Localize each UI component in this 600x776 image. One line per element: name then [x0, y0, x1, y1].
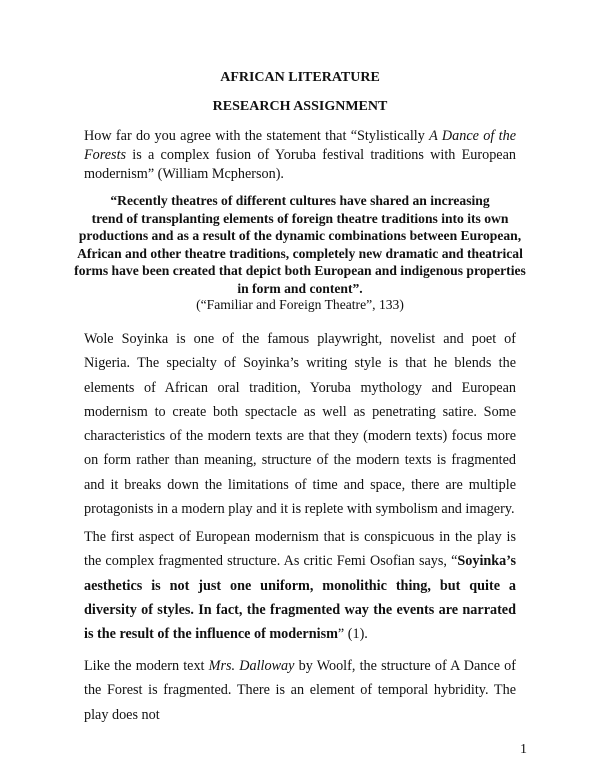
- play-title: A Dance of the Forests: [84, 128, 516, 163]
- course-title: AFRICAN LITERATURE: [220, 70, 380, 85]
- assignment-question: [84, 127, 516, 184]
- paragraph-text: by Woolf, the structure of A Dance of the Forest is fragmented. There is an element of temporal hybridity. The play does not: [84, 658, 516, 723]
- block-quote: [74, 192, 526, 298]
- quote-citation: (“Familiar and Foreign Theatre”, 133): [196, 297, 404, 312]
- question-text-start: How far do you agree with the statement that “Stylistically: [84, 128, 430, 144]
- assignment-title: RESEARCH ASSIGNMENT: [212, 99, 388, 114]
- quote-line: forms have been created that depict both European and indigenous properties: [74, 263, 526, 279]
- question-text-end: is a complex fusion of Yoruba festival traditions with European modernism” (William Mcpherson).: [84, 147, 516, 182]
- quote-line: trend of transplanting elements of foreign theatre traditions into its own: [91, 210, 509, 226]
- body-paragraph-1: Wole Soyinka is one of the famous playwright, novelist and poet of Nigeria. The specialty of Soyinka’s writing style is that he blends the elements of African oral tradition, Yoruba mythology and European modernism to create both spectacle as well as penetrating satire. Some characteristics of the modern texts are that they (modern texts) focus more on form rather than meaning, structure of the modern texts is fragmented and it breaks down the limitations of time and space, there are multiple protagonists in a modern play and it is replete with symbolism and imagery.: [84, 331, 516, 518]
- paragraph-text: The first aspect of European modernism that is conspicuous in the play is the complex fragmented structure. As critic Femi Osofian says, “: [84, 529, 516, 570]
- page-number: 1: [520, 742, 527, 757]
- paragraph-text: Like the modern text: [84, 658, 209, 674]
- quote-line: “Recently theatres of different cultures have shared an increasing: [110, 193, 490, 208]
- quote-line: in form and content”.: [237, 280, 363, 296]
- osofian-quote: Soyinka’s aesthetics is not just one uniform, monolithic thing, but quite a diversity of styles. In fact, the fragmented way the events are narrated is the result of the influence of modernism: [84, 553, 516, 643]
- novel-title: Mrs. Dalloway: [208, 658, 295, 674]
- quote-line: African and other theatre traditions, completely new dramatic and theatrical: [77, 245, 523, 261]
- paragraph-text: ” (1).: [337, 626, 368, 643]
- quote-line: productions and as a result of the dynamic combinations between European,: [78, 228, 522, 244]
- body-paragraph-3: [84, 654, 516, 727]
- body-paragraph-2: [84, 525, 516, 646]
